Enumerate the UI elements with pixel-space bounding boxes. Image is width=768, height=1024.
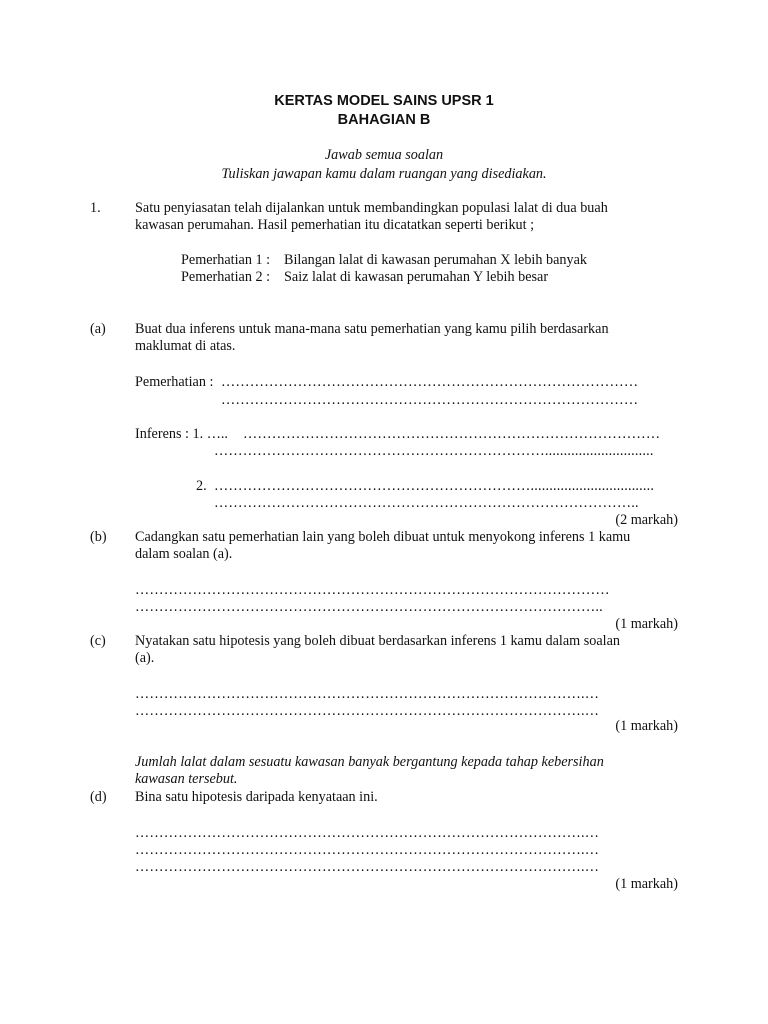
instruction-2: Tuliskan jawapan kamu dalam ruangan yang disediakan. — [221, 166, 547, 182]
observation-2-text: Saiz lalat di kawasan perumahan Y lebih besar — [284, 269, 549, 285]
answer-line[interactable]: ………………………………………………………………………………….… — [135, 825, 600, 841]
observation-1-label: Pemerhatian 1 : — [181, 252, 271, 268]
part-d-line1: Bina satu hipotesis daripada kenyataan ini. — [135, 789, 378, 805]
instruction-1: Jawab semua soalan — [324, 147, 444, 163]
q1-intro-line2: kawasan perumahan. Hasil pemerhatian itu dicatatkan seperti berikut ; — [135, 217, 535, 233]
answer-line[interactable]: ……………………………………………………………………………………… — [135, 582, 610, 598]
answer-line[interactable]: …………………………………………………………………………… — [221, 392, 639, 408]
observation-1-text: Bilangan lalat di kawasan perumahan X lebih banyak — [284, 252, 587, 268]
part-d-marks: (1 markah) — [615, 876, 678, 892]
observation-2-label: Pemerhatian 2 : — [181, 269, 271, 285]
part-c-line2: (a). — [135, 650, 155, 666]
answer-line[interactable]: …………………………………………………………………………………….. — [135, 599, 603, 615]
part-a-label: (a) — [90, 321, 106, 337]
pemerhatian-label: Pemerhatian : — [135, 374, 214, 390]
q1-intro-line1: Satu penyiasatan telah dijalankan untuk membandingkan populasi lalat di dua buah — [135, 200, 608, 216]
part-a-line2: maklumat di atas. — [135, 338, 236, 354]
part-d-label: (d) — [90, 789, 107, 805]
answer-line[interactable]: ……………………………………………………………............................. — [214, 443, 654, 459]
answer-line[interactable]: ………………………………………………………………………………….… — [135, 859, 600, 875]
part-b-marks: (1 markah) — [615, 616, 678, 632]
inferens-2-label: 2. — [196, 478, 207, 494]
part-b-line1: Cadangkan satu pemerhatian lain yang boleh dibuat untuk menyokong inferens 1 kamu — [135, 529, 631, 545]
question-number: 1. — [90, 200, 101, 216]
part-a-line1: Buat dua inferens untuk mana-mana satu pemerhatian yang kamu pilih berdasarkan — [135, 321, 609, 337]
inferens-label: Inferens : 1. ….. — [135, 426, 228, 442]
answer-line[interactable]: …………………………………………………………………………….. — [214, 495, 639, 511]
page-title: KERTAS MODEL SAINS UPSR 1 — [274, 93, 494, 109]
answer-line[interactable]: ………………………………………………………………………………….… — [135, 842, 600, 858]
part-d-statement-line1: Jumlah lalat dalam sesuatu kawasan banyak bergantung kepada tahap kebersihan — [135, 754, 604, 770]
part-c-line1: Nyatakan satu hipotesis yang boleh dibuat berdasarkan inferens 1 kamu dalam soalan — [135, 633, 620, 649]
part-c-label: (c) — [90, 633, 106, 649]
part-c-marks: (1 markah) — [615, 718, 678, 734]
part-a-marks: (2 markah) — [615, 512, 678, 528]
section-title: BAHAGIAN B — [337, 112, 431, 128]
part-b-line2: dalam soalan (a). — [135, 546, 233, 562]
answer-line[interactable]: ………………………………………………………………………………….… — [135, 703, 600, 719]
part-d-statement-line2: kawasan tersebut. — [135, 771, 238, 787]
part-b-label: (b) — [90, 529, 107, 545]
answer-line[interactable]: ………………………………………………………………………………….… — [135, 686, 600, 702]
answer-line[interactable]: …………………………………………………………................................. — [214, 478, 655, 494]
answer-line[interactable]: …………………………………………………………………………… — [243, 426, 661, 442]
answer-line[interactable]: …………………………………………………………………………… — [221, 374, 639, 390]
